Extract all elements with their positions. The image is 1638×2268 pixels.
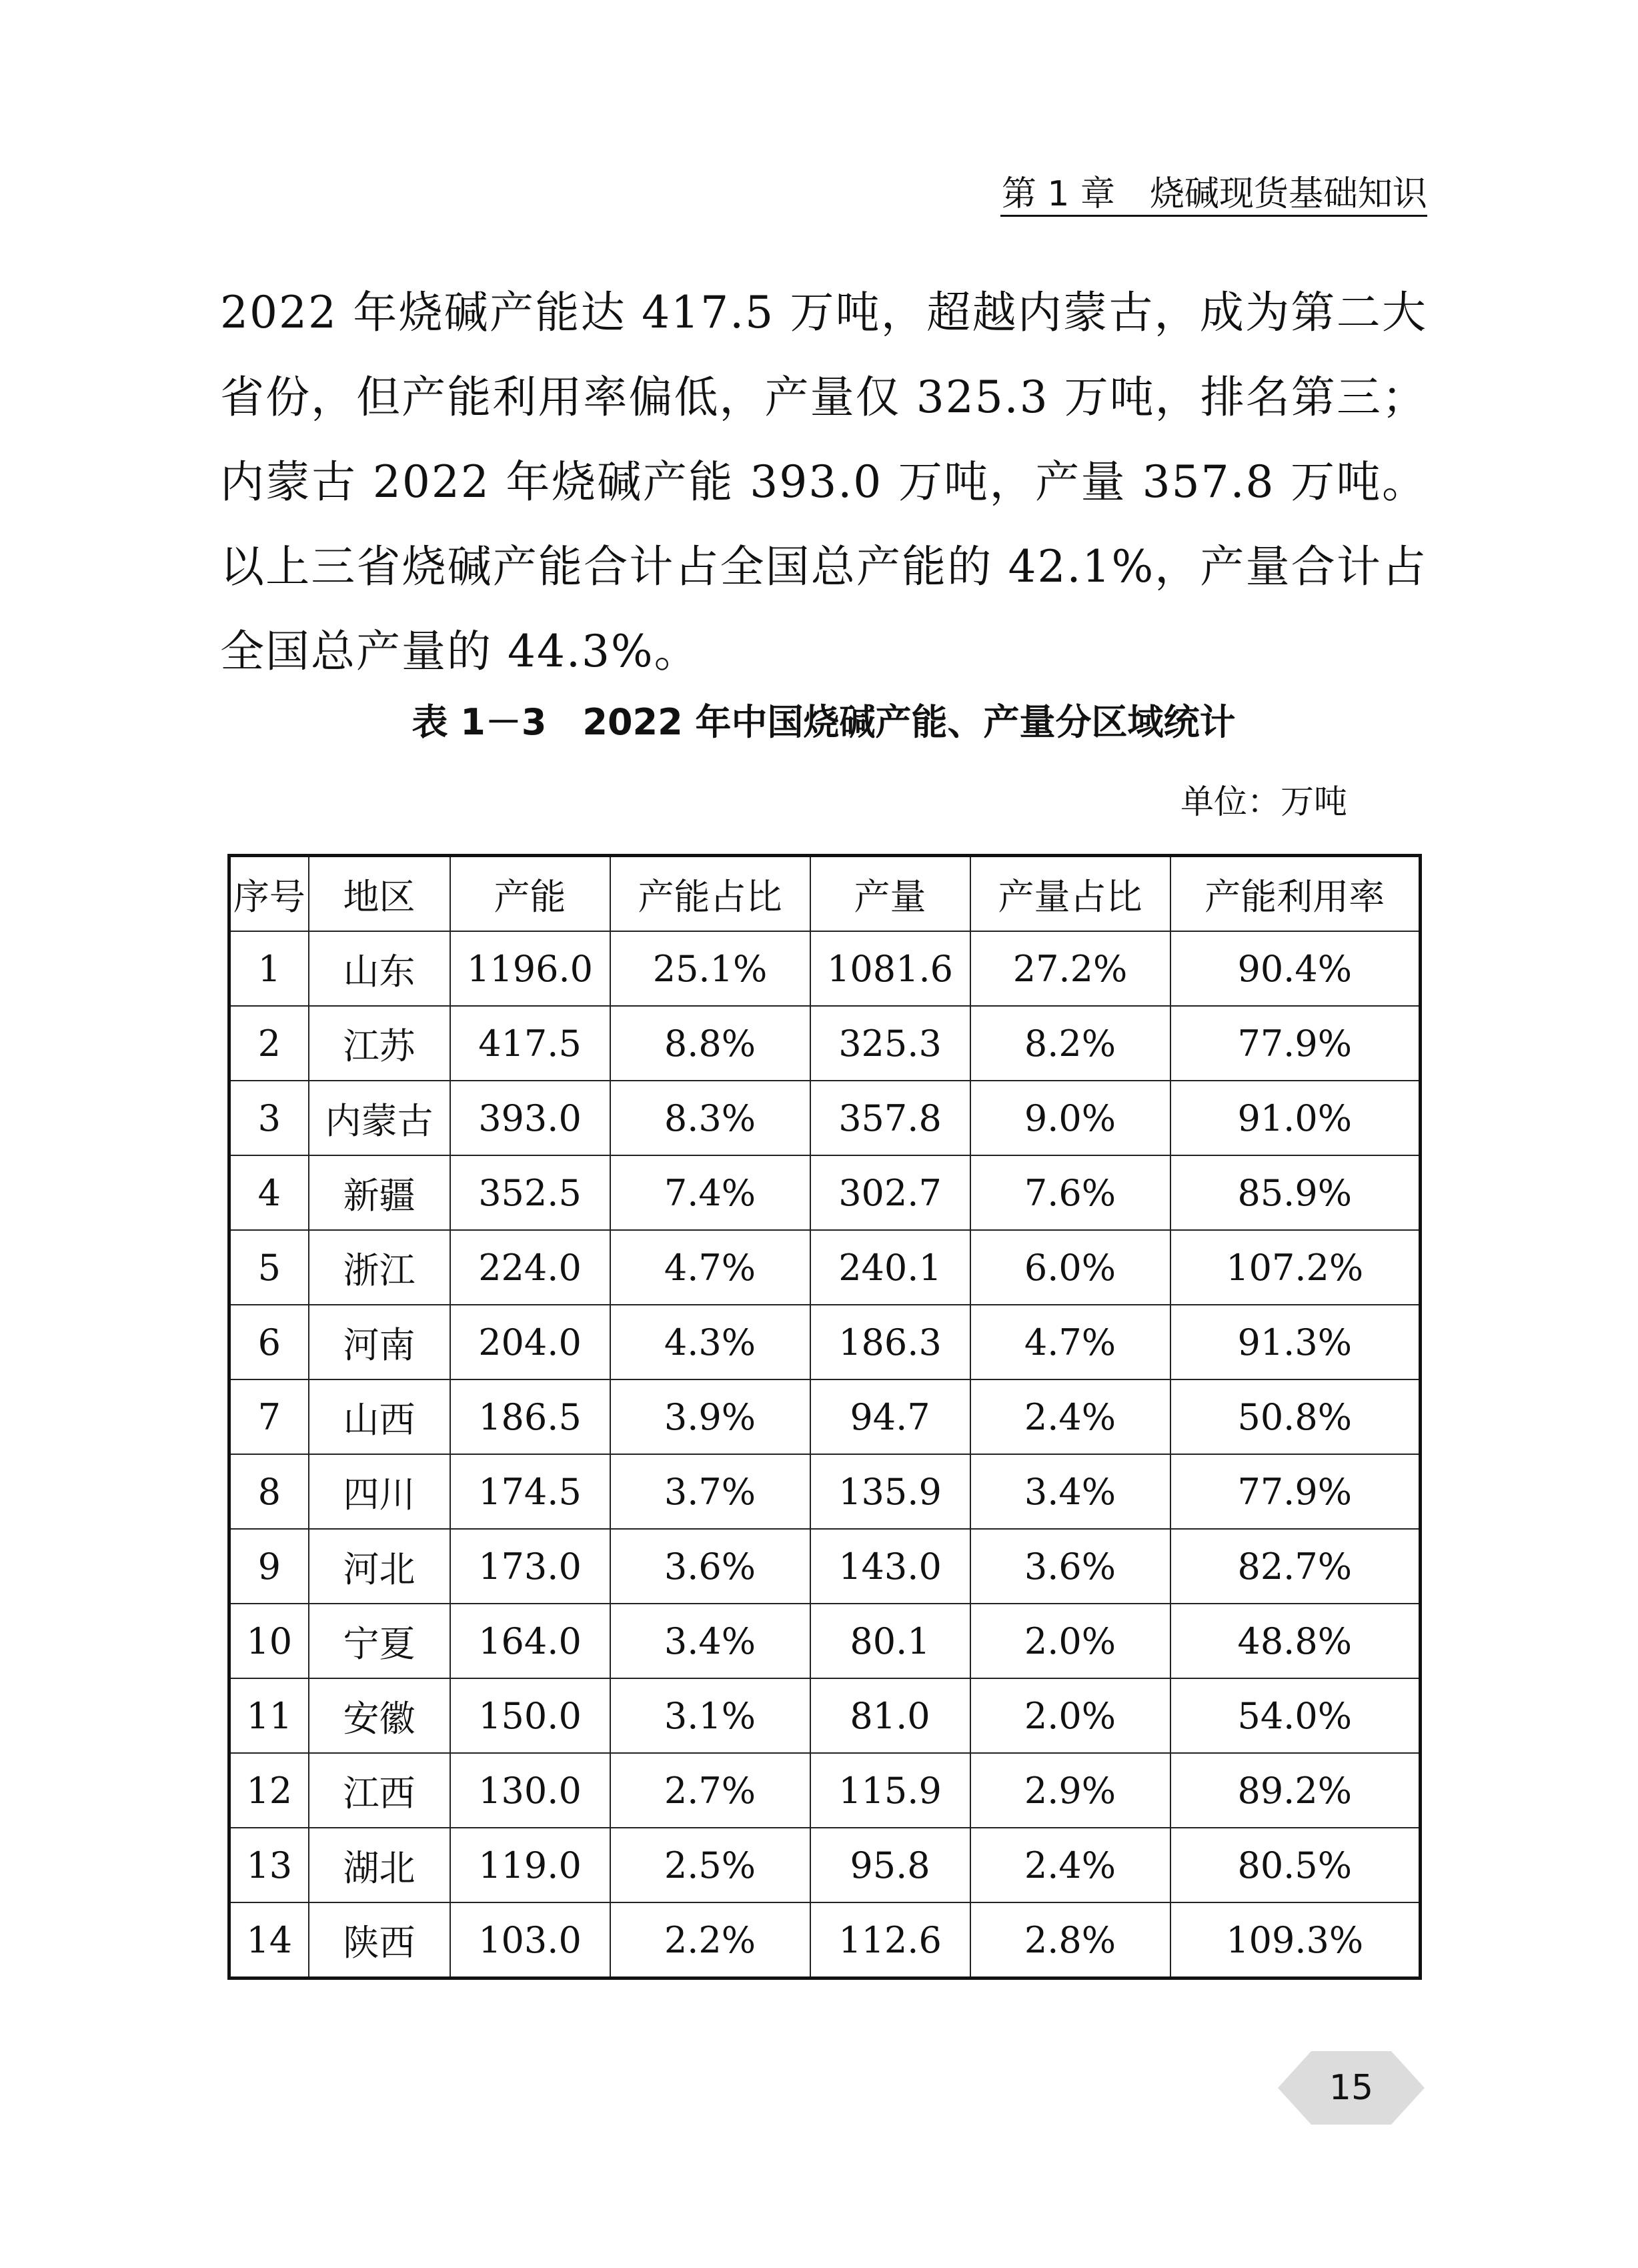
- table-cell-capacity-share: 3.9%: [610, 1379, 810, 1454]
- table-cell-region: 山西: [309, 1379, 450, 1454]
- column-header-index: 序号: [229, 856, 309, 932]
- table-cell-capacity-share: 3.6%: [610, 1529, 810, 1604]
- table-row: [229, 1081, 1421, 1155]
- table-cell-capacity-share: 3.4%: [610, 1604, 810, 1678]
- table-cell-index: 12: [229, 1753, 309, 1828]
- table-cell-output-share: 8.2%: [970, 1006, 1170, 1081]
- table-cell-capacity: 103.0: [450, 1902, 610, 1978]
- table-cell-capacity-share: 2.2%: [610, 1902, 810, 1978]
- table-cell-output: 240.1: [810, 1230, 970, 1305]
- table-cell-capacity: 119.0: [450, 1828, 610, 1902]
- table-cell-capacity-share: 8.3%: [610, 1081, 810, 1155]
- table-cell-capacity: 173.0: [450, 1529, 610, 1604]
- table-row: [229, 1230, 1421, 1305]
- table-cell-capacity-share: 2.5%: [610, 1828, 810, 1902]
- table-cell-capacity-share: 2.7%: [610, 1753, 810, 1828]
- page-number: 15: [1329, 2068, 1374, 2108]
- table-cell-utilization: 54.0%: [1170, 1678, 1421, 1753]
- table-cell-utilization: 90.4%: [1170, 931, 1421, 1006]
- table-unit-label: 单位：万吨: [1180, 782, 1347, 821]
- table-cell-region: 四川: [309, 1454, 450, 1529]
- table-cell-output: 1081.6: [810, 931, 970, 1006]
- table-cell-capacity: 393.0: [450, 1081, 610, 1155]
- table-cell-utilization: 82.7%: [1170, 1529, 1421, 1604]
- table-cell-output-share: 2.0%: [970, 1604, 1170, 1678]
- table-cell-capacity-share: 3.7%: [610, 1454, 810, 1529]
- table-cell-index: 3: [229, 1081, 309, 1155]
- table-cell-capacity: 352.5: [450, 1155, 610, 1230]
- table-row: [229, 1305, 1421, 1379]
- table-cell-index: 10: [229, 1604, 309, 1678]
- table-cell-index: 13: [229, 1828, 309, 1902]
- table-body: [229, 931, 1421, 1978]
- table-cell-capacity: 417.5: [450, 1006, 610, 1081]
- table-cell-index: 1: [229, 931, 309, 1006]
- table-cell-output-share: 9.0%: [970, 1081, 1170, 1155]
- table-cell-index: 5: [229, 1230, 309, 1305]
- table-cell-capacity: 186.5: [450, 1379, 610, 1454]
- table-row: [229, 1753, 1421, 1828]
- table-row: [229, 1828, 1421, 1902]
- table-cell-region: 新疆: [309, 1155, 450, 1230]
- table-row: [229, 1678, 1421, 1753]
- table-row: [229, 1155, 1421, 1230]
- table-cell-output: 94.7: [810, 1379, 970, 1454]
- table-cell-capacity-share: 25.1%: [610, 931, 810, 1006]
- table-cell-output-share: 4.7%: [970, 1305, 1170, 1379]
- table-cell-output: 135.9: [810, 1454, 970, 1529]
- table-cell-output: 81.0: [810, 1678, 970, 1753]
- table-cell-output: 80.1: [810, 1604, 970, 1678]
- column-header-output: 产量: [810, 856, 970, 932]
- table-cell-index: 6: [229, 1305, 309, 1379]
- table-caption: 表 1－3 2022 年中国烧碱产能、产量分区域统计: [412, 701, 1236, 743]
- table-cell-output-share: 2.4%: [970, 1379, 1170, 1454]
- capacity-output-table: [227, 854, 1422, 1980]
- table-row: [229, 931, 1421, 1006]
- table-cell-output-share: 2.8%: [970, 1902, 1170, 1978]
- table-cell-index: 9: [229, 1529, 309, 1604]
- table-cell-capacity-share: 4.7%: [610, 1230, 810, 1305]
- table-row: [229, 1379, 1421, 1454]
- table-row: [229, 1454, 1421, 1529]
- table-cell-output: 95.8: [810, 1828, 970, 1902]
- table-cell-utilization: 91.3%: [1170, 1305, 1421, 1379]
- table-cell-region: 湖北: [309, 1828, 450, 1902]
- table-cell-index: 14: [229, 1902, 309, 1978]
- table-cell-output-share: 3.4%: [970, 1454, 1170, 1529]
- table-cell-region: 山东: [309, 931, 450, 1006]
- table-cell-region: 陕西: [309, 1902, 450, 1978]
- table-cell-capacity: 130.0: [450, 1753, 610, 1828]
- column-header-capacity: 产能: [450, 856, 610, 932]
- table-cell-utilization: 80.5%: [1170, 1828, 1421, 1902]
- table-row: [229, 1529, 1421, 1604]
- column-header-output-share: 产量占比: [970, 856, 1170, 932]
- table-cell-capacity-share: 3.1%: [610, 1678, 810, 1753]
- table-cell-output-share: 2.4%: [970, 1828, 1170, 1902]
- table-cell-output: 143.0: [810, 1529, 970, 1604]
- column-header-region: 地区: [309, 856, 450, 932]
- table-cell-output-share: 3.6%: [970, 1529, 1170, 1604]
- table-cell-region: 江西: [309, 1753, 450, 1828]
- table-cell-region: 河南: [309, 1305, 450, 1379]
- table-cell-output-share: 7.6%: [970, 1155, 1170, 1230]
- table-cell-output: 186.3: [810, 1305, 970, 1379]
- table-cell-region: 浙江: [309, 1230, 450, 1305]
- table-cell-capacity-share: 8.8%: [610, 1006, 810, 1081]
- table-cell-capacity-share: 7.4%: [610, 1155, 810, 1230]
- table-cell-index: 7: [229, 1379, 309, 1454]
- table-cell-region: 安徽: [309, 1678, 450, 1753]
- table-cell-region: 河北: [309, 1529, 450, 1604]
- table-cell-output: 325.3: [810, 1006, 970, 1081]
- table-row: [229, 1604, 1421, 1678]
- column-header-utilization: 产能利用率: [1170, 856, 1421, 932]
- table-cell-utilization: 107.2%: [1170, 1230, 1421, 1305]
- page-number-badge: [1278, 2051, 1425, 2125]
- table-cell-capacity: 164.0: [450, 1604, 610, 1678]
- table-cell-output: 357.8: [810, 1081, 970, 1155]
- body-paragraph: 2022 年烧碱产能达 417.5 万吨，超越内蒙古，成为第二大省份，但产能利用率偏低，产量仅 325.3 万吨，排名第三；内蒙古 2022 年烧碱产能 393.0 万吨，产量 357.8 万吨。以上三省烧碱产能合计占全国总产能的 42.1%，产量合计占全国总产量的 44.3%。: [220, 287, 1427, 677]
- table-row: [229, 1902, 1421, 1978]
- table-cell-output-share: 2.9%: [970, 1753, 1170, 1828]
- table-cell-output-share: 27.2%: [970, 931, 1170, 1006]
- table-cell-output-share: 6.0%: [970, 1230, 1170, 1305]
- table-cell-index: 8: [229, 1454, 309, 1529]
- table-cell-capacity: 150.0: [450, 1678, 610, 1753]
- table-cell-output: 115.9: [810, 1753, 970, 1828]
- table-cell-utilization: 85.9%: [1170, 1155, 1421, 1230]
- header-rule: [1000, 215, 1427, 217]
- table-cell-capacity: 1196.0: [450, 931, 610, 1006]
- table-cell-index: 2: [229, 1006, 309, 1081]
- table-cell-capacity: 224.0: [450, 1230, 610, 1305]
- table-cell-region: 内蒙古: [309, 1081, 450, 1155]
- table-cell-output: 302.7: [810, 1155, 970, 1230]
- table-cell-utilization: 77.9%: [1170, 1454, 1421, 1529]
- running-head: 第 1 章 烧碱现货基础知识: [1001, 174, 1427, 214]
- table-cell-capacity-share: 4.3%: [610, 1305, 810, 1379]
- table-row: [229, 1006, 1421, 1081]
- table-header-row: [229, 856, 1421, 932]
- column-header-capacity-share: 产能占比: [610, 856, 810, 932]
- table-cell-output: 112.6: [810, 1902, 970, 1978]
- table-cell-utilization: 48.8%: [1170, 1604, 1421, 1678]
- table-cell-utilization: 50.8%: [1170, 1379, 1421, 1454]
- table-cell-utilization: 77.9%: [1170, 1006, 1421, 1081]
- table-cell-utilization: 91.0%: [1170, 1081, 1421, 1155]
- table-cell-utilization: 89.2%: [1170, 1753, 1421, 1828]
- table-cell-capacity: 204.0: [450, 1305, 610, 1379]
- table-cell-region: 宁夏: [309, 1604, 450, 1678]
- table-cell-index: 11: [229, 1678, 309, 1753]
- table-cell-index: 4: [229, 1155, 309, 1230]
- table-cell-output-share: 2.0%: [970, 1678, 1170, 1753]
- table-cell-utilization: 109.3%: [1170, 1902, 1421, 1978]
- table-cell-capacity: 174.5: [450, 1454, 610, 1529]
- table-cell-region: 江苏: [309, 1006, 450, 1081]
